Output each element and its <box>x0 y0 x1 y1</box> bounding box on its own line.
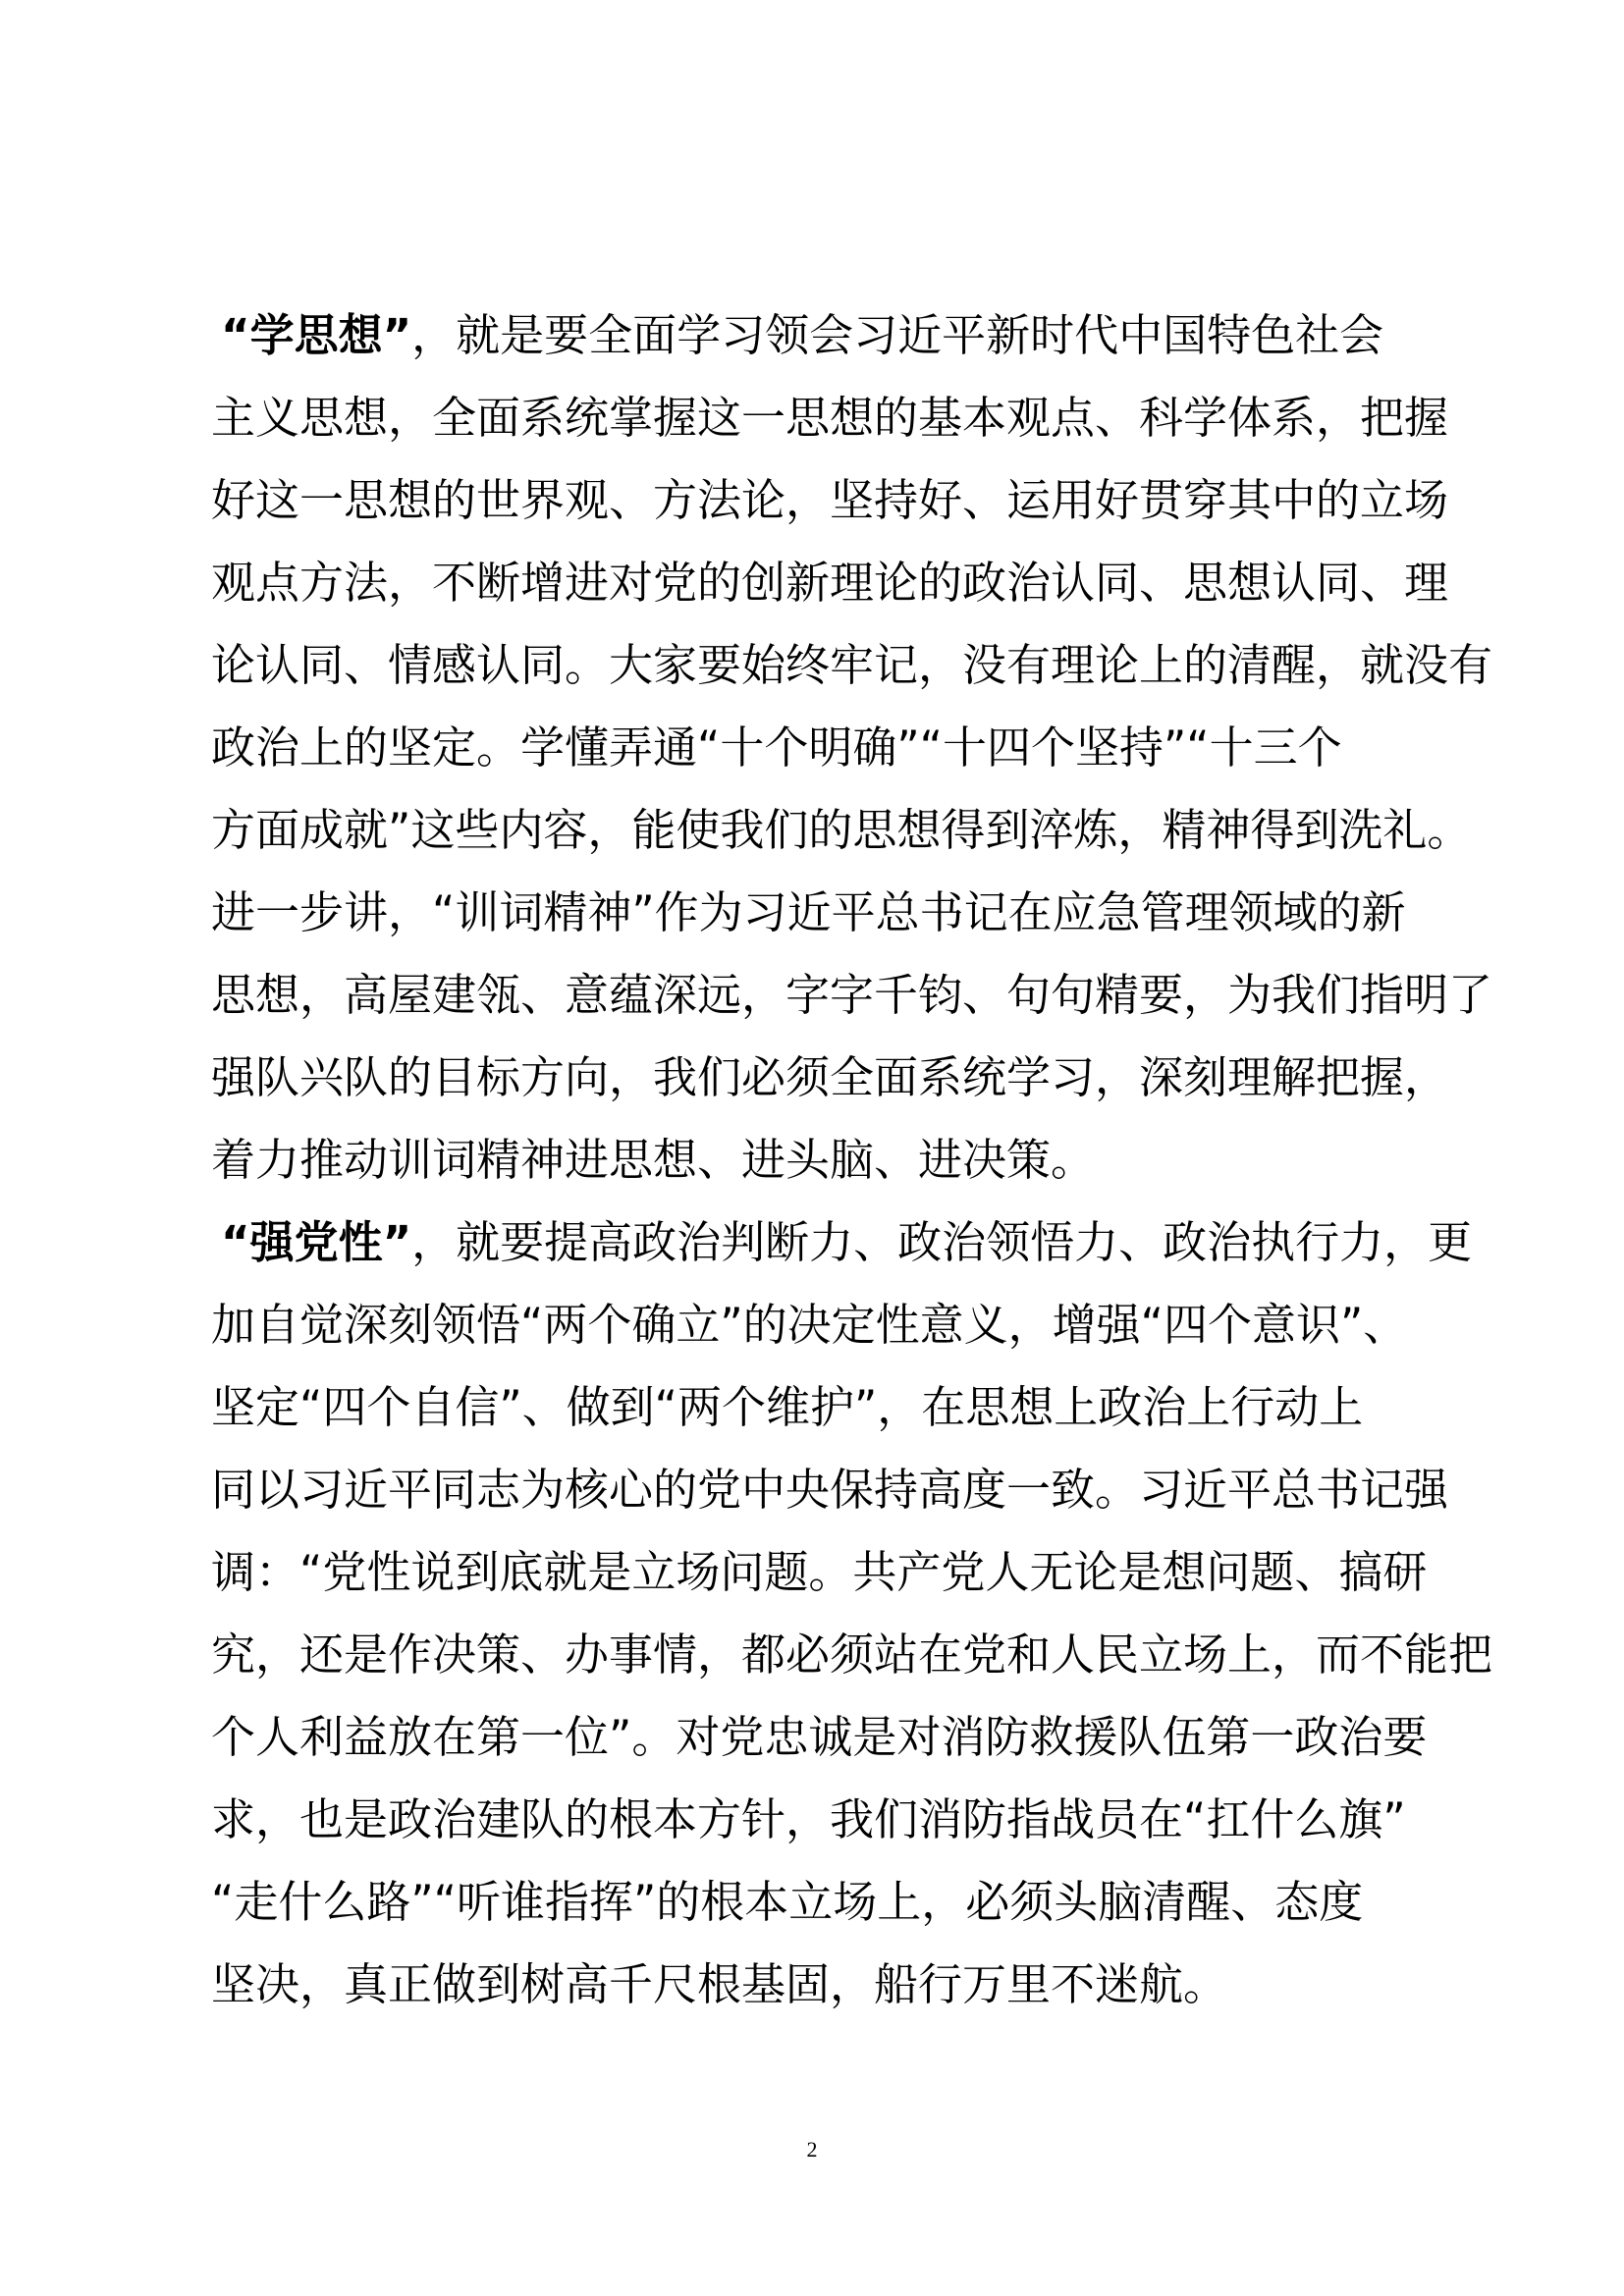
paragraph-2-line: 加自觉深刻领悟“两个确立”的决定性意义，增强“四个意识”、 <box>211 1299 1408 1351</box>
paragraph-2-line: 求，也是政治建队的根本方针，我们消防指战员在“扛什么旗” <box>211 1793 1406 1845</box>
paragraph-1-line: 方面成就”这些内容，能使我们的思想得到淬炼，精神得到洗礼。 <box>211 804 1472 856</box>
paragraph-1-line: 主义思想，全面系统掌握这一思想的基本观点、科学体系，把握 <box>211 392 1449 444</box>
body-text <box>211 294 1493 2026</box>
paragraph-1-line: 论认同、情感认同。大家要始终牢记，没有理论上的清醒，就没有 <box>211 639 1493 691</box>
paragraph-1-line: 好这一思想的世界观、方法论，坚持好、运用好贯穿其中的立场 <box>211 474 1449 526</box>
paragraph-1-line-1 <box>211 294 1438 377</box>
paragraph-1-line: 观点方法，不断增进对党的创新理论的政治认同、思想认同、理 <box>211 557 1449 609</box>
paragraph-1-line: 进一步讲，“训词精神”作为习近平总书记在应急管理领域的新 <box>211 886 1406 938</box>
paragraph-2-line: 坚定“四个自信”、做到“两个维护”，在思想上政治上行动上 <box>211 1381 1364 1433</box>
page-number: 2 <box>806 2137 818 2162</box>
paragraph-2-line: “走什么路”“听谁指挥”的根本立场上，必须头脑清醒、态度 <box>211 1876 1364 1928</box>
paragraph-2-line: 究，还是作决策、办事情，都必须站在党和人民立场上，而不能把 <box>211 1629 1493 1681</box>
paragraph-2-line: 调：“党性说到底就是立场问题。共产党人无论是想问题、搞研 <box>211 1546 1428 1598</box>
paragraph-1-line: 强队兴队的目标方向，我们必须全面系统学习，深刻理解把握， <box>211 1051 1449 1103</box>
paragraph-1-heading: “学思想” <box>221 309 412 361</box>
paragraph-2-line: 个人利益放在第一位”。对党忠诚是对消防救援队伍第一政治要 <box>211 1711 1428 1763</box>
paragraph-1-line-1-text: ，就是要全面学习领会习近平新时代中国特色社会 <box>411 309 1384 361</box>
paragraph-1-line: 政治上的坚定。学懂弄通“十个明确”“十四个坚持”“十三个 <box>211 721 1342 774</box>
paragraph-1-line: 思想，高屋建瓴、意蕴深远，字字千钧、句句精要，为我们指明了 <box>211 969 1493 1021</box>
paragraph-2-line-1 <box>211 1201 1473 1284</box>
paragraph-2-line-1-text: ，就要提高政治判断力、政治领悟力、政治执行力，更 <box>411 1216 1473 1268</box>
paragraph-2-heading: “强党性” <box>221 1216 412 1268</box>
paragraph-2-line: 坚决，真正做到树高千尺根基固，船行万里不迷航。 <box>211 1958 1228 2010</box>
paragraph-1-line: 着力推动训词精神进思想、进头脑、进决策。 <box>211 1134 1096 1186</box>
paragraph-2-line: 同以习近平同志为核心的党中央保持高度一致。习近平总书记强 <box>211 1464 1449 1516</box>
